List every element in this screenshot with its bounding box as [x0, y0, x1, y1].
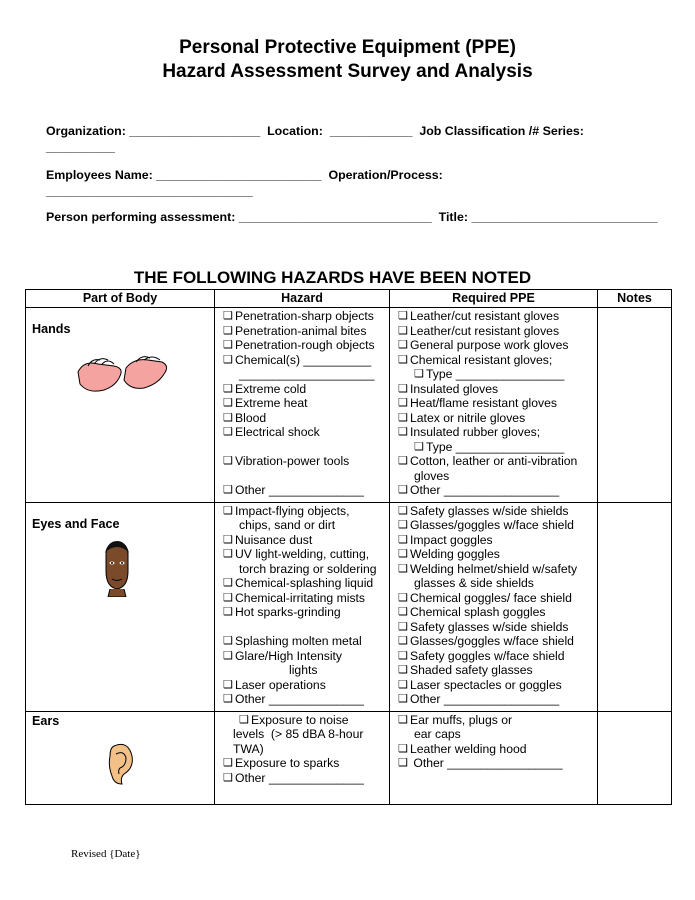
- hazard-item[interactable]: ❑ Nuisance dust: [223, 532, 313, 547]
- checkbox-icon[interactable]: ❑: [223, 635, 233, 647]
- ppe-item[interactable]: ❑ Safety goggles w/face shield: [398, 648, 565, 663]
- hazard-item[interactable]: ❑ Other ______________: [223, 692, 364, 706]
- checkbox-icon[interactable]: ❑: [223, 397, 233, 409]
- hazard-table: [25, 289, 672, 805]
- checkbox-icon[interactable]: ❑: [398, 411, 408, 424]
- checkbox-icon[interactable]: ❑: [398, 484, 408, 496]
- checkbox-icon[interactable]: ❑: [223, 606, 233, 618]
- ppe-item[interactable]: ❑ Chemical goggles/ face shield: [398, 590, 572, 605]
- revision-footer: Revised {Date}: [71, 848, 141, 860]
- table-row-hands: [26, 308, 672, 503]
- ppe-item[interactable]: ❑ Safety glasses w/side shields: [398, 503, 569, 518]
- col-header-body: Part of Body: [26, 290, 215, 308]
- hazard-item[interactable]: ❑ Glare/High Intensity: [223, 648, 343, 663]
- checkbox-icon[interactable]: ❑: [398, 693, 408, 705]
- hazard-item[interactable]: ❑ Impact-flying objects,: [223, 503, 350, 518]
- ppe-subitem[interactable]: ❑ Type ________________: [414, 439, 565, 454]
- col-header-notes: Notes: [598, 290, 672, 308]
- checkbox-icon[interactable]: ❑: [223, 426, 233, 438]
- checkbox-icon[interactable]: ❑: [398, 713, 408, 726]
- checkbox-icon[interactable]: ❑: [223, 353, 233, 366]
- hazard-item[interactable]: ❑ Chemical-splashing liquid: [223, 576, 374, 590]
- assessor-line: Person performing assessment: ____________________________ Title: ___________________________: [46, 210, 658, 224]
- ear-icon: [106, 742, 136, 786]
- ppe-item[interactable]: ❑ Leather/cut resistant gloves: [398, 309, 560, 323]
- ppe-item[interactable]: ❑ Ear muffs, plugs or: [398, 712, 513, 727]
- employee-line-cont: ______________________________: [46, 184, 253, 198]
- checkbox-icon[interactable]: ❑: [398, 426, 408, 438]
- hazard-item[interactable]: ❑ Exposure to sparks: [223, 756, 340, 770]
- hazard-item-cont: levels (> 85 dBA 8-hour: [233, 727, 364, 741]
- ppe-item[interactable]: ❑ Welding goggles: [398, 547, 500, 561]
- section-title: THE FOLLOWING HAZARDS HAVE BEEN NOTED: [133, 268, 532, 287]
- ppe-item[interactable]: ❑ Impact goggles: [398, 532, 493, 547]
- ppe-item-cont: glasses & side shields: [414, 576, 534, 590]
- checkbox-icon[interactable]: ❑: [223, 678, 233, 691]
- hazard-item[interactable]: ❑ Other ______________: [223, 770, 364, 785]
- checkbox-icon[interactable]: ❑: [398, 664, 408, 676]
- ppe-item[interactable]: ❑ Leather/cut resistant gloves: [398, 323, 560, 338]
- organization-line: Organization: ___________________ Location: ____________ Job Classification /# Series:: [46, 124, 584, 138]
- ppe-cell-ears: [390, 711, 598, 804]
- checkbox-icon[interactable]: ❑: [398, 455, 408, 467]
- ppe-item[interactable]: ❑ Other _________________: [398, 483, 560, 497]
- hazard-cell-eyes: [215, 502, 390, 711]
- employee-line: Employees Name: ________________________ Operation/Process:: [46, 168, 443, 182]
- notes-cell-ears[interactable]: [598, 711, 672, 804]
- body-part-label: Ears: [32, 713, 60, 728]
- body-part-label: Eyes and Face: [32, 516, 120, 531]
- checkbox-icon[interactable]: ❑: [398, 591, 408, 604]
- ppe-item[interactable]: ❑ Chemical splash goggles: [398, 605, 546, 619]
- hazard-item[interactable]: ❑ Chemical(s) __________: [223, 352, 372, 367]
- checkbox-icon[interactable]: ❑: [398, 548, 408, 560]
- ppe-item[interactable]: ❑ Welding helmet/shield w/safety: [398, 561, 578, 576]
- checkbox-icon[interactable]: ❑: [398, 519, 408, 531]
- checkbox-icon[interactable]: ❑: [223, 757, 233, 769]
- doc-title-line2: Hazard Assessment Survey and Analysis: [162, 61, 533, 82]
- ppe-item[interactable]: ❑ Shaded safety glasses: [398, 663, 533, 677]
- hazard-item[interactable]: ❑ Blood: [223, 410, 267, 425]
- checkbox-icon[interactable]: ❑: [223, 649, 233, 662]
- hazard-item[interactable]: ❑ Penetration-animal bites: [223, 323, 367, 338]
- checkbox-icon[interactable]: ❑: [398, 353, 408, 366]
- checkbox-icon[interactable]: ❑: [223, 324, 233, 337]
- checkbox-icon[interactable]: ❑: [223, 771, 233, 784]
- checkbox-icon[interactable]: ❑: [398, 649, 408, 662]
- ppe-item[interactable]: ❑ Leather welding hood: [398, 741, 527, 756]
- ppe-item[interactable]: ❑ Laser spectacles or goggles: [398, 677, 562, 692]
- hands-icon: [74, 352, 170, 396]
- hazard-item[interactable]: ❑ Electrical shock: [223, 425, 320, 439]
- ppe-item[interactable]: ❑ Glasses/goggles w/face shield: [398, 518, 574, 532]
- checkbox-icon[interactable]: ❑: [223, 577, 233, 589]
- checkbox-icon[interactable]: ❑: [223, 310, 233, 322]
- hazard-item[interactable]: ❑ Penetration-rough objects: [223, 338, 375, 352]
- face-icon: [100, 541, 134, 597]
- hazard-item[interactable]: ❑ UV light-welding, cutting,: [223, 547, 370, 561]
- table-header-row: [26, 290, 672, 308]
- checkbox-icon[interactable]: ❑: [223, 382, 233, 395]
- ppe-item[interactable]: ❑ Glasses/goggles w/face shield: [398, 634, 574, 648]
- checkbox-icon[interactable]: ❑: [223, 339, 233, 351]
- ppe-item[interactable]: ❑ Insulated gloves: [398, 381, 499, 396]
- hazard-item[interactable]: ❑ Laser operations: [223, 677, 326, 692]
- checkbox-icon[interactable]: ❑: [223, 533, 233, 546]
- checkbox-icon[interactable]: ❑: [223, 455, 233, 467]
- checkbox-icon[interactable]: ❑: [414, 440, 424, 453]
- hazard-item[interactable]: ❑ Hot sparks-grinding: [223, 605, 341, 619]
- checkbox-icon[interactable]: ❑: [398, 382, 408, 395]
- checkbox-icon[interactable]: ❑: [398, 757, 408, 769]
- ppe-item[interactable]: ❑ Safety glasses w/side shields: [398, 619, 569, 634]
- checkbox-icon[interactable]: ❑: [398, 324, 408, 337]
- hazard-item-cont: lights: [289, 663, 318, 677]
- checkbox-icon[interactable]: ❑: [239, 713, 249, 726]
- checkbox-icon[interactable]: ❑: [223, 484, 233, 496]
- hazard-item[interactable]: ❑ Splashing molten metal: [223, 634, 362, 648]
- checkbox-icon[interactable]: ❑: [414, 368, 424, 380]
- checkbox-icon[interactable]: ❑: [398, 742, 408, 755]
- body-part-hands: [26, 308, 215, 503]
- checkbox-icon[interactable]: ❑: [398, 606, 408, 618]
- ppe-item[interactable]: ❑ General purpose work gloves: [398, 338, 569, 352]
- ppe-item[interactable]: ❑ Heat/flame resistant gloves: [398, 396, 557, 410]
- checkbox-icon[interactable]: ❑: [398, 397, 408, 409]
- hazard-cell-ears: [215, 711, 390, 804]
- ppe-item-cont: gloves: [414, 468, 450, 483]
- organization-line-cont: __________: [46, 140, 115, 154]
- hazard-item[interactable]: ❑ Penetration-sharp objects: [223, 309, 374, 323]
- checkbox-icon[interactable]: ❑: [398, 562, 408, 575]
- col-header-hazard: Hazard: [215, 290, 390, 308]
- hazard-item[interactable]: ❑ Exposure to noise: [239, 712, 349, 727]
- table-row-eyes: [26, 502, 672, 711]
- checkbox-icon[interactable]: ❑: [398, 635, 408, 647]
- notes-cell-hands[interactable]: [598, 308, 672, 503]
- hazard-item-cont: ____________________: [239, 367, 375, 381]
- ppe-subitem[interactable]: ❑ Type ________________: [414, 367, 565, 381]
- ppe-cell-eyes: [390, 502, 598, 711]
- ppe-item[interactable]: ❑ Other _________________: [398, 756, 563, 770]
- checkbox-icon[interactable]: ❑: [398, 339, 408, 351]
- checkbox-icon[interactable]: ❑: [398, 310, 408, 322]
- checkbox-icon[interactable]: ❑: [223, 411, 233, 424]
- ppe-item[interactable]: ❑ Chemical resistant gloves;: [398, 352, 553, 367]
- ppe-item[interactable]: ❑ Other _________________: [398, 692, 560, 706]
- ppe-item[interactable]: ❑ Latex or nitrile gloves: [398, 410, 526, 425]
- checkbox-icon[interactable]: ❑: [223, 548, 233, 560]
- ppe-item[interactable]: ❑ Insulated rubber gloves;: [398, 425, 541, 439]
- hazard-item-cont: torch brazing or soldering: [239, 561, 377, 576]
- hazard-item[interactable]: ❑ Extreme heat: [223, 396, 308, 410]
- checkbox-icon[interactable]: ❑: [223, 693, 233, 705]
- hazard-item[interactable]: ❑ Chemical-irritating mists: [223, 590, 366, 605]
- checkbox-icon[interactable]: ❑: [398, 678, 408, 691]
- checkbox-icon[interactable]: ❑: [398, 533, 408, 546]
- doc-title-line1: Personal Protective Equipment (PPE): [179, 37, 516, 58]
- checkbox-icon[interactable]: ❑: [398, 620, 408, 633]
- hazard-cell-hands: [215, 308, 390, 503]
- body-part-eyes: [26, 502, 215, 711]
- ppe-item-cont: ear caps: [414, 727, 461, 741]
- body-part-label: Hands: [32, 322, 71, 336]
- ppe-item[interactable]: ❑ Cotton, leather or anti-vibration: [398, 454, 578, 468]
- checkbox-icon[interactable]: ❑: [398, 504, 408, 517]
- notes-cell-eyes[interactable]: [598, 502, 672, 711]
- checkbox-icon[interactable]: ❑: [223, 504, 233, 517]
- hazard-item[interactable]: ❑ Extreme cold: [223, 381, 307, 396]
- table-row-ears: [26, 711, 672, 804]
- body-part-ears: [26, 711, 215, 804]
- hazard-item[interactable]: ❑ Vibration-power tools: [223, 454, 350, 468]
- hazard-item[interactable]: ❑ Other ______________: [223, 483, 364, 497]
- col-header-ppe: Required PPE: [390, 290, 598, 308]
- hazard-item-cont: chips, sand or dirt: [239, 518, 336, 532]
- checkbox-icon[interactable]: ❑: [223, 591, 233, 604]
- hazard-item-cont: TWA): [233, 741, 264, 756]
- ppe-cell-hands: [390, 308, 598, 503]
